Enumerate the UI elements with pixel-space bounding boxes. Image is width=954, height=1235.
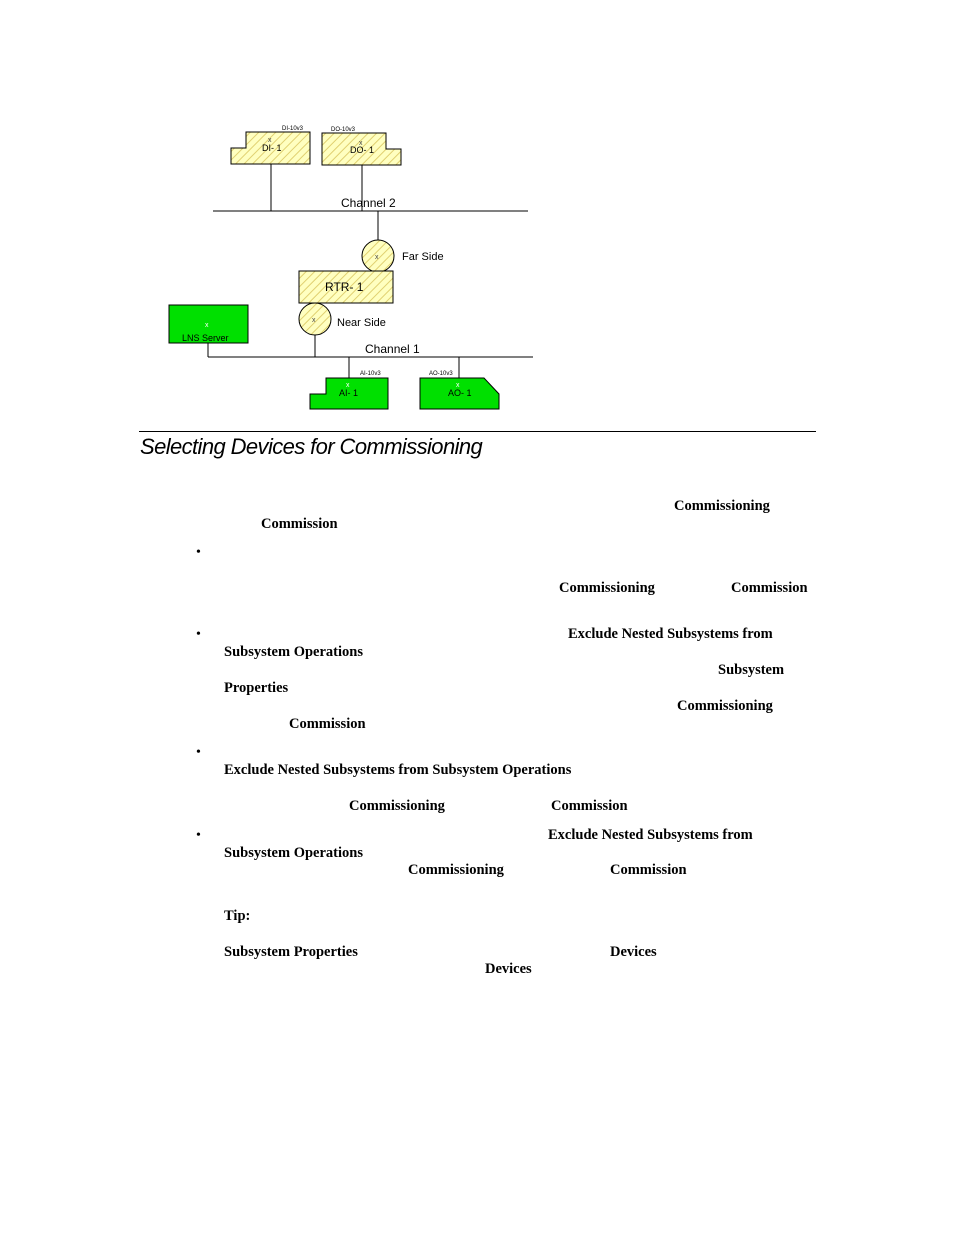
do1-label: DO- 1 [350,145,375,155]
near-side-marker: x [312,317,316,324]
ao1-marker: x [456,382,460,389]
ai1-type-label: AI-10v3 [360,371,381,377]
lns-server-marker: x [205,322,209,329]
term-subsystem-operations-1: Subsystem Operations [224,644,363,660]
term-properties: Properties [224,680,289,696]
di1-marker: x [268,137,272,144]
ai1-label: AI- 1 [339,388,359,398]
term-commission-4: Commission [551,798,628,814]
ao1-type-label: AO-10v3 [429,371,453,377]
term-commissioning-5: Commissioning [408,862,504,878]
term-commissioning-2: Commissioning [559,580,655,596]
section-heading: Selecting Devices for Commissioning [140,434,483,459]
term-exclude-nested-1: Exclude Nested Subsystems from [568,626,773,642]
term-commission-5: Commission [610,862,687,878]
network-diagram [0,0,954,420]
bullet-3: • [196,745,201,760]
term-commissioning-1: Commissioning [674,498,770,514]
do1-type-label: DO-10v3 [331,127,356,133]
di1-type-label: DI-10v3 [282,126,304,132]
term-subsystem-operations-2: Subsystem Operations [224,845,363,861]
term-devices-2: Devices [485,961,532,977]
bullet-2: • [196,627,201,642]
term-commissioning-4: Commissioning [349,798,445,814]
far-side-label: Far Side [402,251,444,263]
far-side-marker: x [375,254,379,261]
tip-label: Tip: [224,908,251,924]
channel2-label: Channel 2 [341,196,396,210]
near-side-label: Near Side [337,317,386,329]
do1-marker: x [359,140,363,147]
term-commission-2: Commission [731,580,808,596]
channel1-label: Channel 1 [365,342,420,356]
bullet-4: • [196,828,201,843]
di1-label: DI- 1 [262,143,282,153]
bullet-1: • [196,545,201,560]
ai1-marker: x [346,382,350,389]
term-exclude-nested-2: Exclude Nested Subsystems from Subsystem Operations [224,762,572,778]
term-devices-1: Devices [610,944,657,960]
term-subsystem: Subsystem [718,662,785,678]
section-rule [139,431,816,432]
router-label: RTR- 1 [325,280,364,294]
lns-server-label: LNS Server [182,333,229,343]
term-commission-1: Commission [261,516,338,532]
term-commission-3: Commission [289,716,366,732]
term-commissioning-3: Commissioning [677,698,773,714]
term-subsystem-properties: Subsystem Properties [224,944,358,960]
ao1-label: AO- 1 [448,388,472,398]
term-exclude-nested-3: Exclude Nested Subsystems from [548,827,753,843]
